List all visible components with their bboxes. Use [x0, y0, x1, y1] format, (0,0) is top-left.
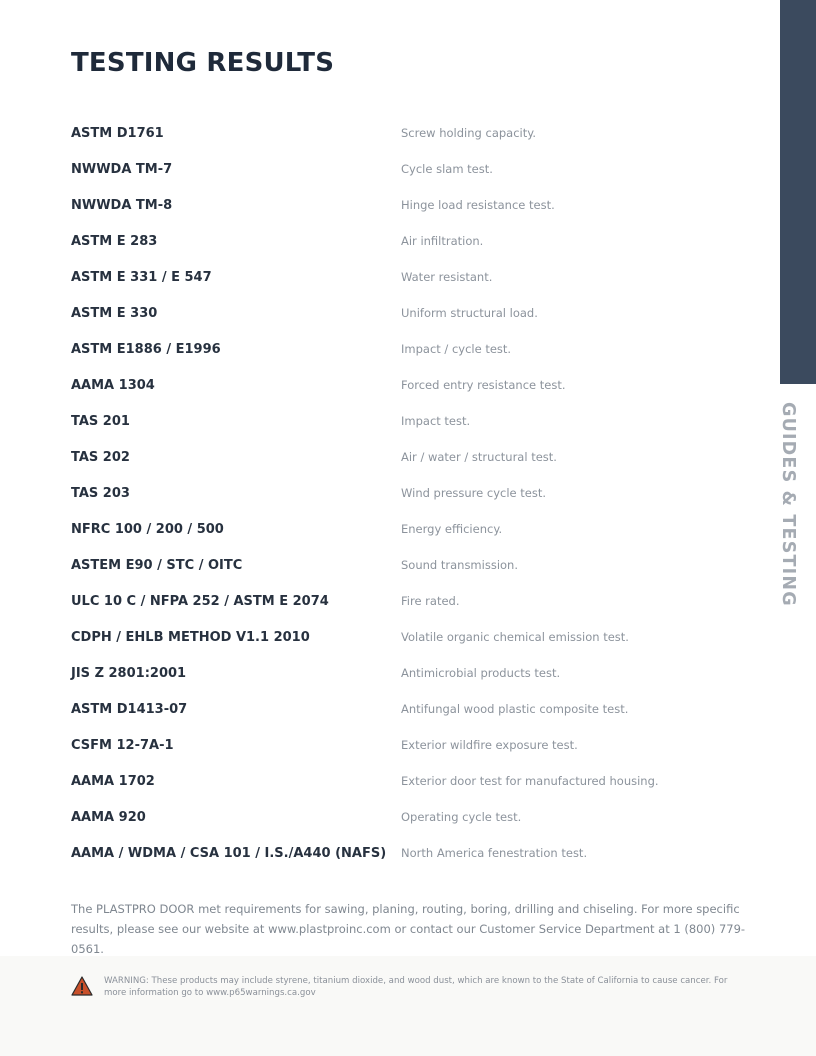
test-standard: ASTM D1761	[71, 126, 164, 141]
test-description: Cycle slam test.	[401, 162, 493, 176]
test-row	[71, 800, 761, 836]
test-standard: AAMA 920	[71, 810, 146, 825]
test-standard: AAMA / WDMA / CSA 101 / I.S./A440 (NAFS)	[71, 846, 387, 861]
test-row	[71, 764, 761, 800]
test-description: Volatile organic chemical emission test.	[401, 630, 629, 644]
test-description: Impact / cycle test.	[401, 342, 512, 356]
test-row	[71, 728, 761, 764]
test-standard: JIS Z 2801:2001	[71, 666, 187, 681]
testing-results-list	[71, 116, 761, 872]
side-tab-bar	[780, 0, 816, 384]
test-row	[71, 368, 761, 404]
test-description: Uniform structural load.	[401, 306, 538, 320]
test-standard: CDPH / EHLB METHOD V1.1 2010	[71, 630, 310, 645]
test-row	[71, 836, 761, 872]
test-row	[71, 332, 761, 368]
test-row	[71, 260, 761, 296]
test-description: Energy efficiency.	[401, 522, 503, 536]
test-description: Antifungal wood plastic composite test.	[401, 702, 629, 716]
test-description: Impact test.	[401, 414, 471, 428]
test-row	[71, 152, 761, 188]
test-standard: ULC 10 C / NFPA 252 / ASTM E 2074	[71, 594, 329, 609]
test-row	[71, 440, 761, 476]
test-description: Exterior wildfire exposure test.	[401, 738, 578, 752]
test-description: Air infiltration.	[401, 234, 484, 248]
test-standard: NFRC 100 / 200 / 500	[71, 522, 224, 537]
test-description: Wind pressure cycle test.	[401, 486, 547, 500]
test-standard: ASTM E1886 / E1996	[71, 342, 221, 357]
warning-band	[0, 956, 816, 1056]
prop65-warning-text: WARNING: These products may include styrene, titanium dioxide, and wood dust, which are known to the State of California to cause cancer. For more information go to www.p65warnings.ca.gov	[104, 976, 728, 998]
test-row	[71, 476, 761, 512]
test-standard: ASTM E 331 / E 547	[71, 270, 212, 285]
test-standard: CSFM 12-7A-1	[71, 738, 174, 753]
test-description: Hinge load resistance test.	[401, 198, 555, 212]
test-row	[71, 116, 761, 152]
test-standard: AAMA 1304	[71, 378, 155, 393]
test-row	[71, 512, 761, 548]
requirements-note: The PLASTPRO DOOR met requirements for sawing, planing, routing, boring, drilling and chiseling. For more specific results, please see our website at www.plastproinc.com or contact our Customer Service Department at 1 (800) 779-0561.	[71, 902, 746, 956]
test-description: North America fenestration test.	[401, 846, 588, 860]
test-row	[71, 224, 761, 260]
test-description: Sound transmission.	[401, 558, 518, 572]
test-description: Antimicrobial products test.	[401, 666, 561, 680]
test-standard: TAS 203	[71, 486, 130, 501]
side-section-label: GUIDES & TESTING	[778, 402, 798, 607]
test-description: Air / water / structural test.	[401, 450, 557, 464]
test-row	[71, 656, 761, 692]
test-standard: ASTM E 330	[71, 306, 158, 321]
test-row	[71, 404, 761, 440]
test-description: Exterior door test for manufactured housing.	[401, 774, 659, 788]
page-title: TESTING RESULTS	[71, 48, 335, 78]
warning-triangle-icon	[71, 976, 93, 996]
test-row	[71, 692, 761, 728]
test-description: Water resistant.	[401, 270, 493, 284]
test-standard: ASTM E 283	[71, 234, 158, 249]
test-description: Screw holding capacity.	[401, 126, 537, 140]
test-standard: ASTEM E90 / STC / OITC	[71, 558, 243, 573]
test-row	[71, 620, 761, 656]
test-row	[71, 188, 761, 224]
test-row	[71, 548, 761, 584]
test-standard: NWWDA TM-8	[71, 198, 173, 213]
test-description: Forced entry resistance test.	[401, 378, 566, 392]
test-description: Fire rated.	[401, 594, 460, 608]
test-standard: ASTM D1413-07	[71, 702, 188, 717]
test-standard: AAMA 1702	[71, 774, 155, 789]
test-standard: TAS 202	[71, 450, 130, 465]
test-row	[71, 584, 761, 620]
test-row	[71, 296, 761, 332]
test-standard: NWWDA TM-7	[71, 162, 173, 177]
test-standard: TAS 201	[71, 414, 130, 429]
test-description: Operating cycle test.	[401, 810, 522, 824]
